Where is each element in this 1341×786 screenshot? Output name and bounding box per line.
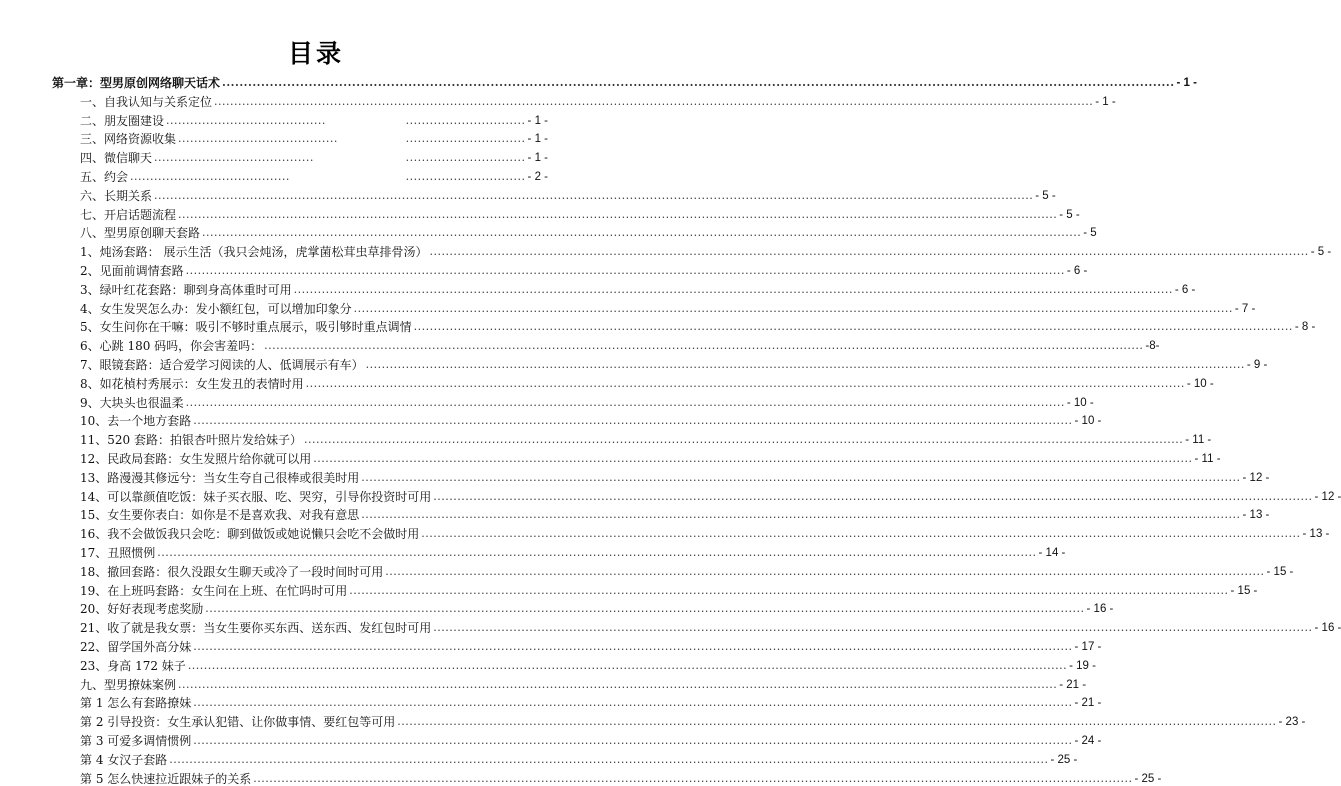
dot-leader: ............................................................................................................................................................................................................................ <box>154 188 1034 202</box>
toc-entry[interactable] <box>80 486 1341 504</box>
toc-page-number: - 24 - <box>1074 735 1102 747</box>
dot-leader: .............................. <box>405 113 526 127</box>
toc-entry[interactable] <box>80 316 1316 335</box>
toc-entry-label: 17、丑照惯例 <box>80 546 156 560</box>
toc-entry-label: 12、民政局套路：女生发照片给你就可以用 <box>80 452 312 466</box>
dot-leader: ............................................................................................................................................................................................................................ <box>305 376 1185 390</box>
toc-entry[interactable] <box>80 128 548 146</box>
toc-entry-label: 18、撤回套路：很久没跟女生聊天或冷了一段时间时可用 <box>80 564 384 579</box>
toc-entry-label: 14、可以靠颜值吃饭：妹子买衣服、吃、哭穷，引导你投资时可用 <box>80 489 432 504</box>
toc-entry-label: 21、收了就是我女票：当女生要你买东西、送东西、发红包时可用 <box>80 621 432 636</box>
toc-entry-label: 5、女生问你在干嘛：吸引不够时重点展示，吸引够时重点调情 <box>80 320 412 335</box>
dot-leader: ............................................................................................................................................................................................................................ <box>433 489 1313 503</box>
toc-page-number: - 1 - <box>527 133 548 146</box>
toc-entry[interactable] <box>80 222 1097 241</box>
dot-leader: ............................................................................................................................................................................................................................ <box>222 76 1175 89</box>
toc-entry-label: 11、520 套路：拍银杏叶照片发给妹子） <box>80 433 302 448</box>
toc-page-number: - 10 - <box>1074 415 1102 428</box>
toc-entry[interactable] <box>80 730 1102 748</box>
dot-leader: ............................................................................................................................................................................................................................ <box>429 245 1309 259</box>
toc-entry[interactable] <box>80 749 1078 767</box>
toc-page-number: - 12 - <box>1242 471 1270 484</box>
toc-entry[interactable] <box>80 580 1258 598</box>
dot-leader: ............................................................................................................................................................................................................................ <box>187 658 1068 672</box>
toc-entry-label: 22、留学国外高分妹 <box>80 640 192 654</box>
toc-page-number: - 16 - <box>1086 603 1114 616</box>
toc-page-number: - 10 - <box>1186 377 1214 390</box>
toc-page-number: - 6 - <box>1174 283 1196 296</box>
toc-entry[interactable] <box>80 204 1080 222</box>
dot-leader: ........................................ <box>154 151 314 165</box>
toc-page-number: - 25 - <box>1050 753 1078 766</box>
dot-leader: .............................. <box>405 132 526 146</box>
toc-page-number: - 9 - <box>1246 359 1268 371</box>
toc-entry-label: 23、身高 172 妹子 <box>80 658 186 673</box>
toc-page-number: - 21 - <box>1059 678 1087 691</box>
toc-entry-label: 五、约会 <box>80 170 129 184</box>
toc-entry-label: 8、如花楨村秀展示：女生发丑的表情时用 <box>80 376 304 391</box>
page-title: 目录 <box>287 39 344 68</box>
dot-leader: ............................................................................................................................................................................................................................ <box>185 264 1065 277</box>
toc-entry[interactable] <box>80 429 1212 448</box>
toc-page-number: - 12 - <box>1314 490 1341 503</box>
toc-entry[interactable] <box>80 260 1088 278</box>
toc-entry[interactable] <box>80 373 1214 391</box>
toc-entry-label: 七、开启话题流程 <box>80 207 177 222</box>
toc-entry[interactable] <box>80 655 1096 673</box>
toc-entry-label: 第 4 女汉子套路 <box>80 752 168 767</box>
toc-entry[interactable] <box>80 279 1196 297</box>
toc-entry-label: 6、心跳 180 码吗，你会害羞吗： <box>80 339 263 354</box>
toc-entry-label: 二、朋友圈建设 <box>80 113 165 128</box>
dot-leader: ............................................................................................................................................................................................................................ <box>185 395 1065 409</box>
toc-entry-label: 第一章：型男原创网络聊天话术 <box>52 76 221 90</box>
dot-leader: ............................................................................................................................................................................................................................ <box>385 564 1265 578</box>
toc-entry-label: 13、路漫漫其修远兮：当女生夸自己很棒或很美时用 <box>80 470 360 485</box>
toc-entry[interactable] <box>80 335 1160 354</box>
dot-leader: ............................................................................................................................................................................................................................ <box>293 282 1173 296</box>
dot-leader: ............................................................................................................................................................................................................................ <box>214 94 1094 108</box>
toc-entry[interactable] <box>80 185 1056 203</box>
dot-leader: ............................................................................................................................................................................................................................ <box>169 752 1049 766</box>
toc-page-number: - 19 - <box>1069 659 1096 672</box>
toc-entry[interactable] <box>80 617 1341 636</box>
toc-page-number: -8- <box>1145 340 1160 353</box>
toc-page-number: - 8 - <box>1294 321 1316 334</box>
dot-leader: ............................................................................................................................................................................................................................ <box>193 640 1073 653</box>
toc-page-number: - 5 - <box>1310 246 1332 259</box>
toc-entry-label: 第 2 引导投资：女生承认犯错、让你做事情、要红包等可用 <box>80 715 396 730</box>
toc-entry-label: 16、我不会做饭我只会吃：聊到做饭或她说懒只会吃不会做时用 <box>80 527 420 542</box>
toc-page-number: - 13 - <box>1242 509 1270 522</box>
toc-page-number: - 13 - <box>1302 528 1330 541</box>
toc-entry[interactable] <box>80 504 1270 523</box>
toc-entry[interactable] <box>80 448 1221 466</box>
toc-entry-label: 八、型男原创聊天套路 <box>80 226 201 241</box>
toc-entry[interactable] <box>80 241 1332 260</box>
toc-entry[interactable] <box>80 392 1094 410</box>
toc-page-number: - 16 - <box>1314 622 1341 635</box>
dot-leader: ............................................................................................................................................................................................................................ <box>313 452 1193 465</box>
dot-leader: ............................................................................................................................................................................................................................ <box>361 508 1241 522</box>
toc-entry[interactable] <box>80 561 1294 579</box>
dot-leader: ........................................ <box>130 170 290 183</box>
toc-page-number: - 14 - <box>1038 547 1066 559</box>
toc-entry-label: 7、眼镜套路：适合爱学习阅读的人、低调展示有车） <box>80 358 364 372</box>
toc-page-number: - 1 - <box>1095 95 1116 108</box>
dot-leader: ............................................................................................................................................................................................................................ <box>365 358 1245 371</box>
toc-page-number: - 17 - <box>1074 641 1102 653</box>
dot-leader: .............................. <box>405 151 526 165</box>
dot-leader: ............................................................................................................................................................................................................................ <box>178 677 1058 691</box>
toc-page-number: - 15 - <box>1266 565 1294 578</box>
toc-page-number: - 5 - <box>1059 208 1080 221</box>
toc-entry[interactable] <box>80 410 1102 429</box>
dot-leader: ........................................ <box>178 132 338 146</box>
dot-leader: ............................................................................................................................................................................................................................ <box>202 226 1082 240</box>
dot-leader: ............................................................................................................................................................................................................................ <box>193 696 1073 710</box>
toc-entry[interactable] <box>80 147 548 165</box>
toc-entry-label: 第 3 可爱多调情惯例 <box>80 734 192 748</box>
dot-leader: ............................................................................................................................................................................................................................ <box>264 339 1144 353</box>
dot-leader: ............................................................................................................................................................................................................................ <box>178 207 1058 221</box>
toc-entry-label: 4、女生发哭怎么办：发小额红包，可以增加印象分 <box>80 301 352 316</box>
toc-entry[interactable] <box>80 354 1268 372</box>
toc-page-number: - 11 - <box>1185 434 1212 447</box>
toc-page-number: - 1 - <box>527 114 548 127</box>
toc-page-number: - 23 - <box>1278 716 1306 729</box>
dot-leader: ............................................................................................................................................................................................................................ <box>433 621 1313 635</box>
dot-leader: ............................................................................................................................................................................................................................ <box>413 320 1293 334</box>
toc-entry[interactable] <box>80 542 1066 560</box>
toc-entry[interactable] <box>80 692 1102 711</box>
toc-entry[interactable] <box>80 636 1102 654</box>
toc-entry-label: 3、绿叶红花套路：聊到身高体重时可用 <box>80 282 292 297</box>
toc-entry[interactable] <box>80 110 548 128</box>
dot-leader: ............................................................................................................................................................................................................................ <box>205 602 1085 616</box>
toc-page-number: - 1 - <box>1176 77 1197 89</box>
dot-leader: ............................................................................................................................................................................................................................ <box>253 771 1133 785</box>
dot-leader: ............................................................................................................................................................................................................................ <box>361 470 1241 484</box>
toc-page-number: - 2 - <box>527 171 548 183</box>
dot-leader: .............................. <box>405 170 526 183</box>
dot-leader: ........................................ <box>166 113 326 127</box>
toc-page-number: - 11 - <box>1194 453 1221 465</box>
toc-page-number: - 1 - <box>527 152 548 165</box>
toc-entry-label: 第 5 怎么快速拉近跟妹子的关系 <box>80 771 252 786</box>
toc-entry-label: 四、微信聊天 <box>80 151 153 166</box>
toc-page-number: - 5 - <box>1035 189 1056 202</box>
toc-entry[interactable] <box>80 298 1256 316</box>
toc-page-number: - 21 - <box>1074 697 1102 710</box>
toc-entry-label: 三、网络资源收集 <box>80 132 177 147</box>
toc-page-number: - 7 - <box>1234 302 1256 315</box>
toc-entry-label: 2、见面前调情套路 <box>80 264 184 278</box>
dot-leader: ............................................................................................................................................................................................................................ <box>349 583 1229 597</box>
toc-entry[interactable] <box>80 674 1087 692</box>
toc-entry-label: 九、型男撩妹案例 <box>80 677 177 692</box>
toc-entry-label: 9、大块头也很温柔 <box>80 395 184 410</box>
toc-entry-label: 1、炖汤套路： 展示生活（我只会炖汤，虎掌菌松茸虫草排骨汤） <box>80 245 428 260</box>
toc-entry[interactable] <box>52 72 1197 90</box>
dot-leader: ............................................................................................................................................................................................................................ <box>193 414 1073 428</box>
toc-page-number: - 6 - <box>1066 265 1088 277</box>
dot-leader: ............................................................................................................................................................................................................................ <box>193 734 1073 747</box>
toc-entry-label: 19、在上班吗套路：女生问在上班、在忙吗时可用 <box>80 583 348 598</box>
toc-entry-label: 20、好好表现考虑奖励 <box>80 602 204 617</box>
dot-leader: ............................................................................................................................................................................................................................ <box>353 301 1233 315</box>
toc-entry-label: 六、长期关系 <box>80 188 153 203</box>
toc-entry[interactable] <box>80 598 1114 617</box>
toc-page-number: - 10 - <box>1066 396 1094 409</box>
dot-leader: ............................................................................................................................................................................................................................ <box>421 527 1301 541</box>
toc-page-number: - 25 - <box>1134 772 1162 785</box>
toc-entry[interactable] <box>80 467 1270 485</box>
toc-page-number: - 15 - <box>1230 584 1258 597</box>
dot-leader: ............................................................................................................................................................................................................................ <box>304 433 1184 447</box>
toc-entry-label: 10、去一个地方套路 <box>80 414 192 429</box>
toc-entry[interactable] <box>80 768 1162 786</box>
toc-entry-label: 一、自我认知与关系定位 <box>80 94 213 109</box>
dot-leader: ............................................................................................................................................................................................................................ <box>157 546 1037 559</box>
toc-entry[interactable] <box>80 523 1330 542</box>
dot-leader: ............................................................................................................................................................................................................................ <box>397 715 1277 729</box>
toc-entry-label: 第 1 怎么有套路撩妹 <box>80 696 192 711</box>
toc-entry-label: 15、女生要你表白：如你是不是喜欢我、对我有意思 <box>80 508 360 523</box>
toc-page-number: - 5 <box>1083 227 1097 240</box>
toc-entry[interactable] <box>80 91 1116 109</box>
toc-entry[interactable] <box>80 166 548 184</box>
toc-entry[interactable] <box>80 711 1306 730</box>
